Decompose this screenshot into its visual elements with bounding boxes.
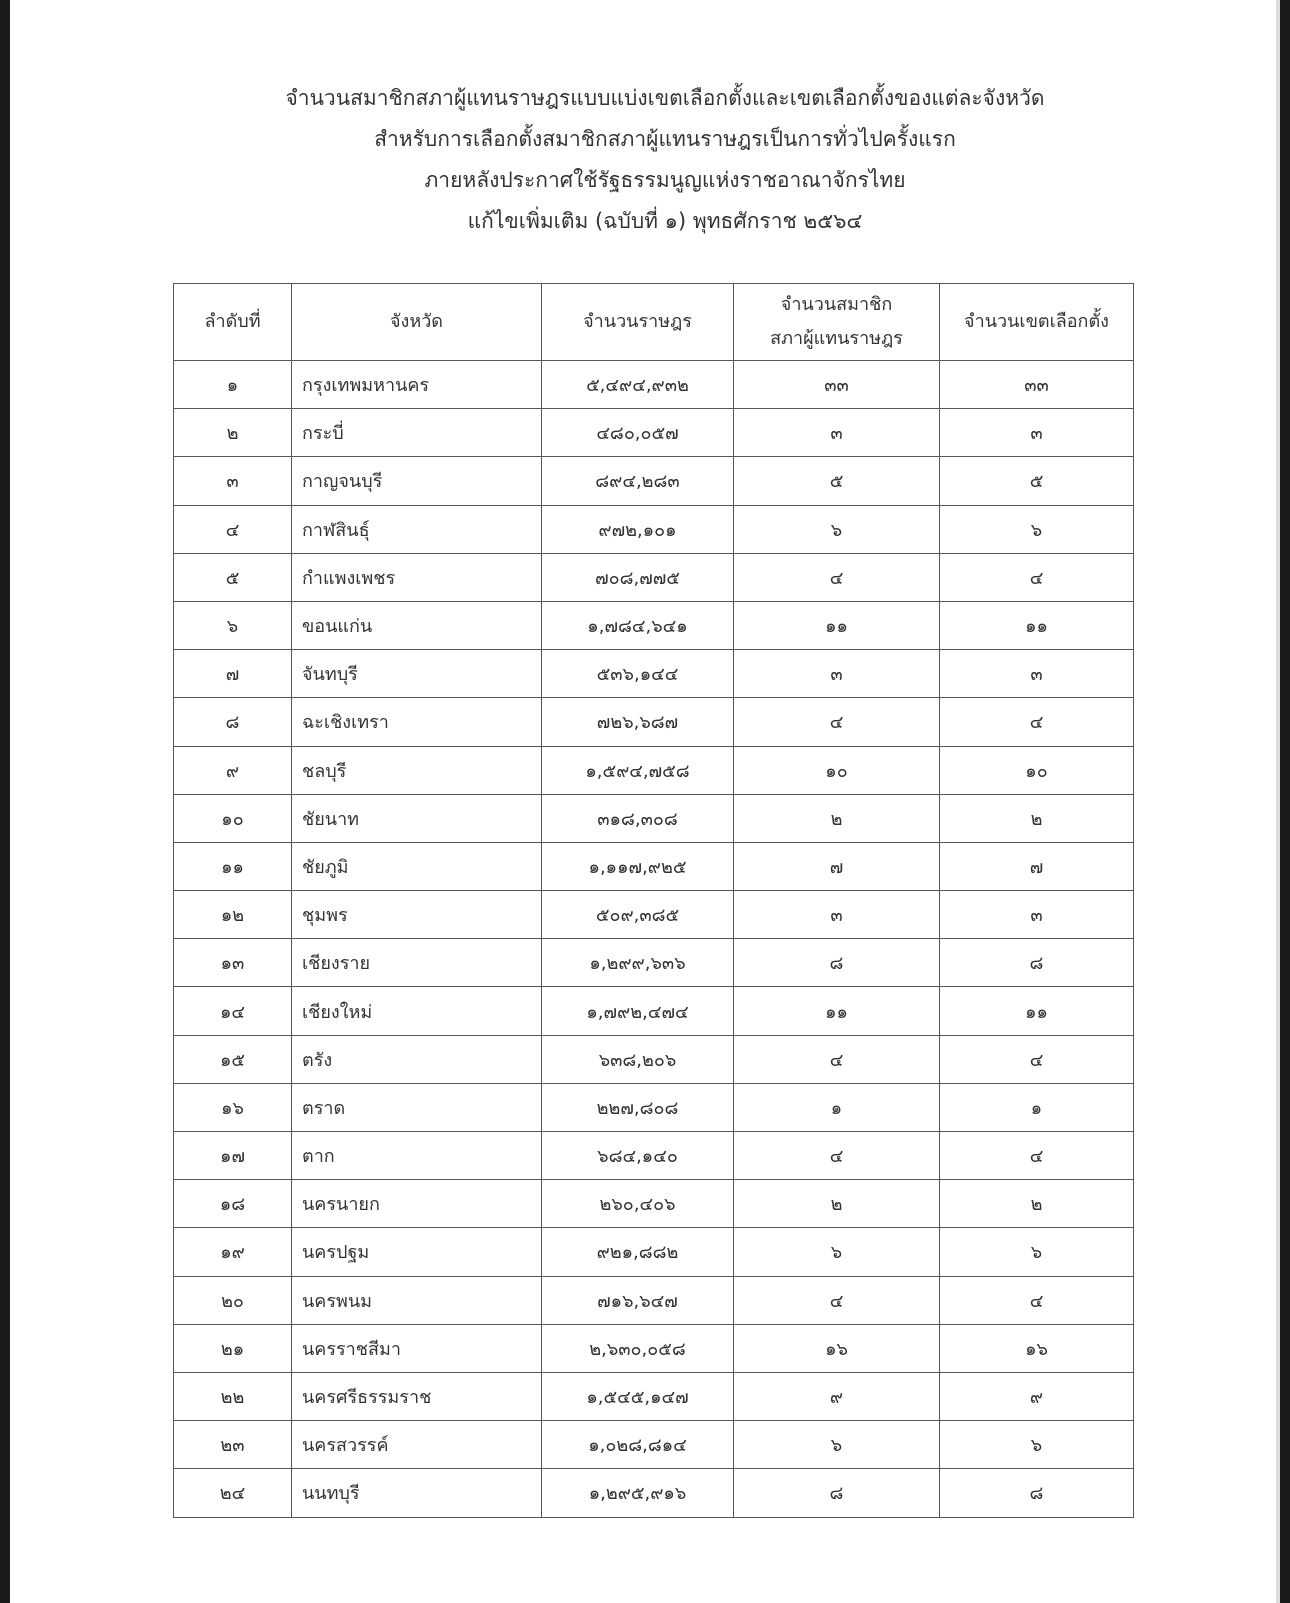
table-row — [174, 746, 1134, 794]
district-count-cell: ๖ — [940, 505, 1134, 553]
district-count-cell: ๖ — [940, 1228, 1134, 1276]
mp-count-cell: ๔ — [734, 1035, 940, 1083]
district-count-cell: ๓ — [940, 409, 1134, 457]
population-cell: ๑,๒๙๙,๖๓๖ — [542, 939, 734, 987]
district-count-cell: ๗ — [940, 842, 1134, 890]
mp-count-cell: ๑๑ — [734, 987, 940, 1035]
province-cell: ตาก — [292, 1132, 542, 1180]
mp-count-cell: ๖ — [734, 505, 940, 553]
province-cell: นครสวรรค์ — [292, 1421, 542, 1469]
population-cell: ๖๓๘,๒๐๖ — [542, 1035, 734, 1083]
district-count-cell: ๑๑ — [940, 601, 1134, 649]
order-cell: ๒๓ — [174, 1421, 292, 1469]
district-count-cell: ๓ — [940, 650, 1134, 698]
order-cell: ๑๕ — [174, 1035, 292, 1083]
population-cell: ๗๑๖,๖๔๗ — [542, 1276, 734, 1324]
province-cell: กาญจนบุรี — [292, 457, 542, 505]
district-count-cell: ๔ — [940, 1035, 1134, 1083]
table-row — [174, 939, 1134, 987]
mp-count-cell: ๖ — [734, 1421, 940, 1469]
district-count-cell: ๑ — [940, 1083, 1134, 1131]
title-line-1: จำนวนสมาชิกสภาผู้แทนราษฎรแบบแบ่งเขตเลือกตั้งและเขตเลือกตั้งของแต่ละจังหวัด — [285, 86, 1045, 110]
mp-count-cell: ๔ — [734, 553, 940, 601]
mp-count-cell: ๘ — [734, 1469, 940, 1517]
table-row — [174, 698, 1134, 746]
population-cell: ๒๖๐,๔๐๖ — [542, 1180, 734, 1228]
mp-count-cell: ๙ — [734, 1372, 940, 1420]
mp-count-cell: ๑๑ — [734, 601, 940, 649]
district-count-cell: ๓๓ — [940, 361, 1134, 409]
district-count-cell: ๑๑ — [940, 987, 1134, 1035]
title-line-3: ภายหลังประกาศใช้รัฐธรรมนูญแห่งราชอาณาจักรไทย — [424, 168, 906, 192]
order-cell: ๖ — [174, 601, 292, 649]
table-body — [174, 361, 1134, 1518]
mp-count-cell: ๗ — [734, 842, 940, 890]
order-cell: ๑๑ — [174, 842, 292, 890]
order-cell: ๘ — [174, 698, 292, 746]
order-cell: ๒ — [174, 409, 292, 457]
table-row — [174, 1469, 1134, 1517]
order-cell: ๗ — [174, 650, 292, 698]
header-mp-count-line2: สภาผู้แทนราษฎร — [770, 328, 903, 349]
population-cell: ๙๒๑,๘๘๒ — [542, 1228, 734, 1276]
table-row — [174, 842, 1134, 890]
mp-count-cell: ๓ — [734, 891, 940, 939]
order-cell: ๑ — [174, 361, 292, 409]
mp-count-cell: ๘ — [734, 939, 940, 987]
table-row — [174, 361, 1134, 409]
province-cell: นครราชสีมา — [292, 1324, 542, 1372]
mp-count-cell: ๓๓ — [734, 361, 940, 409]
table-row — [174, 891, 1134, 939]
province-cell: กาฬสินธุ์ — [292, 505, 542, 553]
province-cell: นครศรีธรรมราช — [292, 1372, 542, 1420]
province-cell: นนทบุรี — [292, 1469, 542, 1517]
order-cell: ๑๗ — [174, 1132, 292, 1180]
order-cell: ๑๙ — [174, 1228, 292, 1276]
population-cell: ๙๗๒,๑๐๑ — [542, 505, 734, 553]
district-count-cell: ๑๐ — [940, 746, 1134, 794]
table-row — [174, 553, 1134, 601]
province-cell: เชียงราย — [292, 939, 542, 987]
province-cell: นครนายก — [292, 1180, 542, 1228]
table-row — [174, 601, 1134, 649]
province-cell: กรุงเทพมหานคร — [292, 361, 542, 409]
table-row — [174, 1132, 1134, 1180]
mp-count-cell: ๒ — [734, 1180, 940, 1228]
province-cell: ตราด — [292, 1083, 542, 1131]
province-cell: กำแพงเพชร — [292, 553, 542, 601]
province-cell: ขอนแก่น — [292, 601, 542, 649]
order-cell: ๒๔ — [174, 1469, 292, 1517]
population-cell: ๓๑๘,๓๐๘ — [542, 794, 734, 842]
population-cell: ๑,๗๘๔,๖๔๑ — [542, 601, 734, 649]
province-cell: ตรัง — [292, 1035, 542, 1083]
order-cell: ๕ — [174, 553, 292, 601]
province-cell: ชุมพร — [292, 891, 542, 939]
order-cell: ๑๐ — [174, 794, 292, 842]
population-cell: ๘๙๔,๒๘๓ — [542, 457, 734, 505]
population-cell: ๗๒๖,๖๘๗ — [542, 698, 734, 746]
population-cell: ๑,๒๙๕,๙๑๖ — [542, 1469, 734, 1517]
header-population: จำนวนราษฎร — [542, 284, 734, 361]
order-cell: ๑๖ — [174, 1083, 292, 1131]
district-count-cell: ๓ — [940, 891, 1134, 939]
province-cell: จันทบุรี — [292, 650, 542, 698]
table-header-row — [174, 284, 1134, 361]
table-row — [174, 457, 1134, 505]
order-cell: ๑๔ — [174, 987, 292, 1035]
table-row — [174, 1180, 1134, 1228]
order-cell: ๙ — [174, 746, 292, 794]
population-cell: ๔๘๐,๐๕๗ — [542, 409, 734, 457]
district-count-cell: ๙ — [940, 1372, 1134, 1420]
table-row — [174, 1372, 1134, 1420]
province-table — [173, 283, 1134, 1518]
mp-count-cell: ๓ — [734, 409, 940, 457]
population-cell: ๕,๔๙๔,๙๓๒ — [542, 361, 734, 409]
district-count-cell: ๘ — [940, 1469, 1134, 1517]
population-cell: ๕๓๖,๑๔๔ — [542, 650, 734, 698]
province-cell: ฉะเชิงเทรา — [292, 698, 542, 746]
header-province: จังหวัด — [292, 284, 542, 361]
table-row — [174, 1083, 1134, 1131]
province-cell: กระบี่ — [292, 409, 542, 457]
mp-count-cell: ๕ — [734, 457, 940, 505]
order-cell: ๒๑ — [174, 1324, 292, 1372]
mp-count-cell: ๖ — [734, 1228, 940, 1276]
province-cell: นครปฐม — [292, 1228, 542, 1276]
table-row — [174, 794, 1134, 842]
mp-count-cell: ๒ — [734, 794, 940, 842]
mp-count-cell: ๑๖ — [734, 1324, 940, 1372]
province-cell: ชลบุรี — [292, 746, 542, 794]
table-row — [174, 987, 1134, 1035]
table-row — [174, 1421, 1134, 1469]
population-cell: ๗๐๘,๗๗๕ — [542, 553, 734, 601]
order-cell: ๒๐ — [174, 1276, 292, 1324]
district-count-cell: ๑๖ — [940, 1324, 1134, 1372]
district-count-cell: ๘ — [940, 939, 1134, 987]
mp-count-cell: ๔ — [734, 1276, 940, 1324]
population-cell: ๑,๕๔๕,๑๔๗ — [542, 1372, 734, 1420]
population-cell: ๑,๑๑๗,๙๒๕ — [542, 842, 734, 890]
header-mp-count — [734, 284, 940, 361]
population-cell: ๒๒๗,๘๐๘ — [542, 1083, 734, 1131]
province-cell: ชัยภูมิ — [292, 842, 542, 890]
population-cell: ๒,๖๓๐,๐๕๘ — [542, 1324, 734, 1372]
mp-count-cell: ๓ — [734, 650, 940, 698]
table-row — [174, 1035, 1134, 1083]
table-row — [174, 505, 1134, 553]
title-line-2: สำหรับการเลือกตั้งสมาชิกสภาผู้แทนราษฎรเป็นการทั่วไปครั้งแรก — [374, 127, 956, 151]
header-district-count: จำนวนเขตเลือกตั้ง — [940, 284, 1134, 361]
table-row — [174, 1228, 1134, 1276]
mp-count-cell: ๔ — [734, 698, 940, 746]
title-line-4: แก้ไขเพิ่มเติม (ฉบับที่ ๑) พุทธศักราช ๒๕๖๔ — [467, 209, 863, 233]
population-cell: ๕๐๙,๓๘๕ — [542, 891, 734, 939]
order-cell: ๓ — [174, 457, 292, 505]
mp-count-cell: ๑๐ — [734, 746, 940, 794]
mp-count-cell: ๔ — [734, 1132, 940, 1180]
population-cell: ๖๘๔,๑๔๐ — [542, 1132, 734, 1180]
province-cell: เชียงใหม่ — [292, 987, 542, 1035]
population-cell: ๑,๕๙๔,๗๕๘ — [542, 746, 734, 794]
district-count-cell: ๖ — [940, 1421, 1134, 1469]
order-cell: ๔ — [174, 505, 292, 553]
table-row — [174, 1324, 1134, 1372]
table-row — [174, 409, 1134, 457]
population-cell: ๑,๗๙๒,๔๗๔ — [542, 987, 734, 1035]
district-count-cell: ๕ — [940, 457, 1134, 505]
district-count-cell: ๔ — [940, 1132, 1134, 1180]
header-order: ลำดับที่ — [174, 284, 292, 361]
mp-count-cell: ๑ — [734, 1083, 940, 1131]
district-count-cell: ๒ — [940, 1180, 1134, 1228]
table-row — [174, 1276, 1134, 1324]
header-mp-count-line1: จำนวนสมาชิก — [780, 294, 893, 315]
table-row — [174, 650, 1134, 698]
order-cell: ๑๒ — [174, 891, 292, 939]
province-cell: นครพนม — [292, 1276, 542, 1324]
district-count-cell: ๔ — [940, 1276, 1134, 1324]
district-count-cell: ๒ — [940, 794, 1134, 842]
province-cell: ชัยนาท — [292, 794, 542, 842]
district-count-cell: ๔ — [940, 553, 1134, 601]
document-page — [10, 0, 1280, 1603]
order-cell: ๑๘ — [174, 1180, 292, 1228]
population-cell: ๑,๐๒๘,๘๑๔ — [542, 1421, 734, 1469]
district-count-cell: ๔ — [940, 698, 1134, 746]
order-cell: ๒๒ — [174, 1372, 292, 1420]
order-cell: ๑๓ — [174, 939, 292, 987]
document-title — [10, 78, 1290, 242]
